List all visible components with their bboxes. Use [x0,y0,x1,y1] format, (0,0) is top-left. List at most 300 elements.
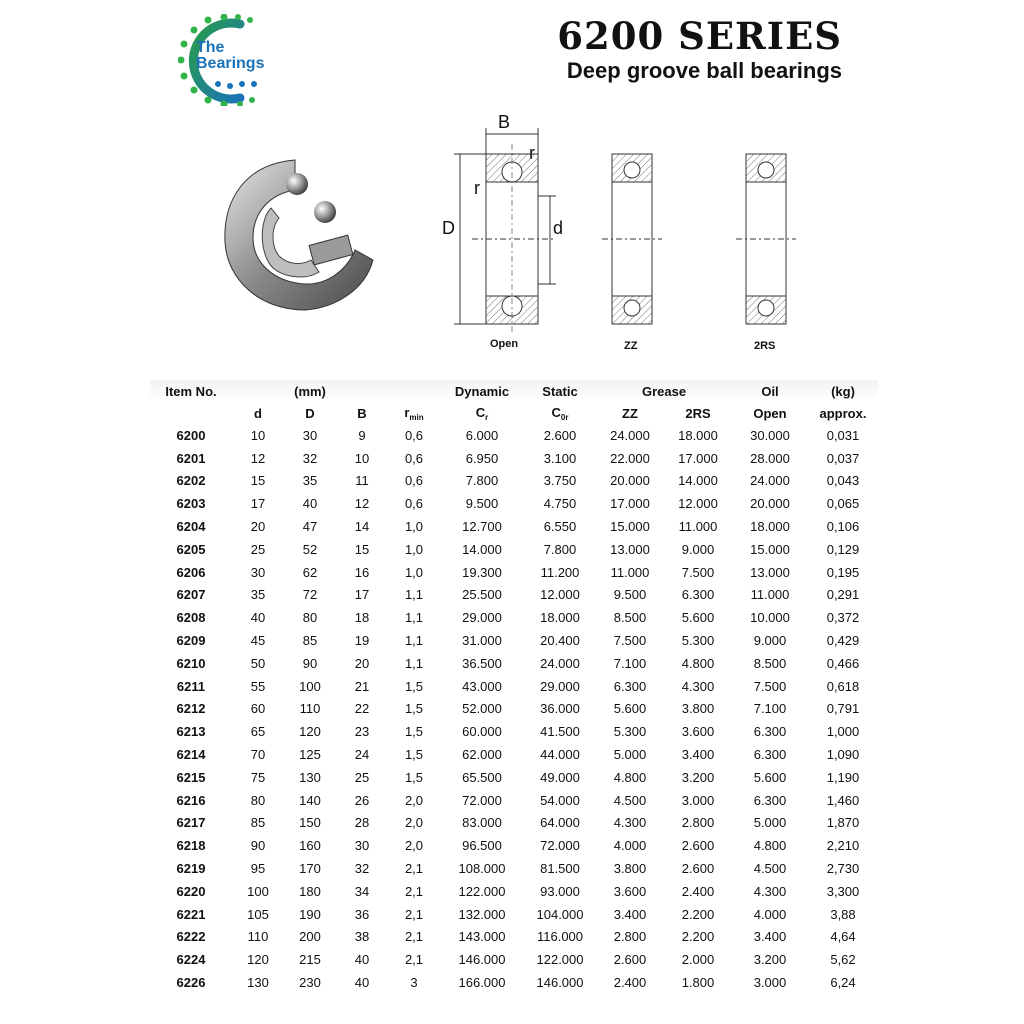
cell-D: 30 [302,427,318,443]
cell-B: 18 [354,610,370,626]
cell-grease-2rs: 1.800 [681,975,715,991]
cell-static-c0r: 18.000 [540,610,580,626]
cell-oil-open: 9.000 [753,633,787,649]
cell-weight: 1,870 [826,815,860,831]
cell-oil-open: 6.300 [753,747,787,763]
cell-r-min: 2,1 [404,952,424,968]
table-row [150,470,878,493]
cell-r-min: 2,1 [404,883,424,899]
header-blank [388,380,440,402]
brand-line-2: Bearings [196,55,265,72]
cell-dynamic-cr: 14.000 [462,541,502,557]
cell-oil-open: 4.500 [753,861,787,877]
cell-d: 55 [250,678,266,694]
cell-D: 230 [299,975,321,991]
cell-grease-2rs: 6.300 [681,587,715,603]
cell-dynamic-cr: 6.950 [465,450,499,466]
table-row [150,584,878,607]
cell-D: 90 [302,655,318,671]
cell-D: 190 [299,906,321,922]
cell-d: 17 [250,496,266,512]
cell-dynamic-cr: 96.500 [462,838,502,854]
cell-weight: 5,62 [830,952,856,968]
cell-r-min: 1,1 [404,633,424,649]
cell-grease-2rs: 2.200 [681,929,715,945]
cell-grease-zz: 4.500 [613,792,647,808]
cell-item-no: 6209 [176,633,206,649]
cell-r-min: 1,0 [404,564,424,580]
cell-grease-zz: 7.100 [613,655,647,671]
cell-r-min: 1,5 [404,701,424,717]
cell-grease-zz: 3.800 [613,861,647,877]
cell-dynamic-cr: 62.000 [462,747,502,763]
cell-D: 52 [302,541,318,557]
cell-item-no: 6226 [176,975,206,991]
cell-r-min: 0,6 [404,427,424,443]
cell-B: 40 [354,952,370,968]
subheader-r: r [404,404,410,420]
cell-static-c0r: 41.500 [540,724,580,740]
cell-oil-open: 20.000 [750,496,790,512]
cell-weight: 2,210 [826,838,860,854]
cell-grease-zz: 13.000 [610,541,650,557]
cell-r-min: 1,0 [404,541,424,557]
cell-static-c0r: 11.200 [540,564,580,580]
cell-dynamic-cr: 12.700 [462,519,502,535]
header-item-no: Item No. [150,380,232,402]
cell-D: 140 [299,792,321,808]
cell-B: 21 [354,678,370,694]
cell-static-c0r: 29.000 [540,678,580,694]
cell-item-no: 6220 [176,883,206,899]
cell-D: 125 [299,747,321,763]
cell-weight: 0,372 [826,610,860,626]
cell-grease-2rs: 3.200 [681,769,715,785]
cell-d: 130 [247,975,269,991]
cell-B: 26 [354,792,370,808]
table-row [150,834,878,857]
cell-weight: 0,618 [826,678,860,694]
cell-weight: 0,031 [826,427,860,443]
cell-grease-2rs: 2.200 [681,906,715,922]
dim-label-r-side: r [474,178,480,198]
cell-weight: 0,129 [826,541,860,557]
cell-grease-zz: 2.800 [613,929,647,945]
cell-weight: 0,466 [826,655,860,671]
cell-dynamic-cr: 19.300 [462,564,502,580]
cell-dynamic-cr: 43.000 [462,678,502,694]
cell-d: 15 [250,473,266,489]
table-row [150,629,878,652]
cell-r-min: 2,1 [404,906,424,922]
cell-dynamic-cr: 122.000 [458,883,506,899]
cell-weight: 0,291 [826,587,860,603]
cell-grease-2rs: 9.000 [681,541,715,557]
cell-static-c0r: 20.400 [540,633,580,649]
cell-d: 10 [250,427,266,443]
header-static: Static [524,380,596,402]
table-row [150,926,878,949]
cell-dynamic-cr: 132.000 [458,906,506,922]
cell-grease-2rs: 17.000 [678,450,718,466]
cell-grease-zz: 3.400 [613,906,647,922]
cell-oil-open: 3.400 [753,929,787,945]
cell-static-c0r: 116.000 [536,929,584,945]
cell-item-no: 6213 [176,724,206,740]
cell-oil-open: 7.100 [753,701,787,717]
table-row [150,424,878,447]
cell-dynamic-cr: 9.500 [465,496,499,512]
spec-table-body [150,424,878,994]
cell-D: 62 [302,564,318,580]
cell-oil-open: 10.000 [750,610,790,626]
subheader-2rs: 2RS [685,405,711,421]
cell-B: 40 [354,975,370,991]
cell-d: 120 [247,952,269,968]
subheader-c0r-sub: 0r [560,412,569,422]
cell-D: 100 [299,678,321,694]
cell-B: 16 [354,564,370,580]
cell-grease-zz: 4.800 [613,769,647,785]
cell-r-min: 0,6 [404,450,424,466]
cell-D: 180 [299,883,321,899]
cell-weight: 0,065 [826,496,860,512]
table-row [150,515,878,538]
cell-static-c0r: 93.000 [540,883,580,899]
dim-label-r-top: r [529,143,535,163]
cell-item-no: 6205 [176,541,206,557]
cell-B: 30 [354,838,370,854]
cell-dynamic-cr: 7.800 [465,473,499,489]
cell-grease-2rs: 3.000 [681,792,715,808]
table-row [150,971,878,994]
table-row [150,766,878,789]
cell-grease-2rs: 2.800 [681,815,715,831]
cell-static-c0r: 36.000 [540,701,580,717]
cell-B: 12 [354,496,370,512]
cell-static-c0r: 72.000 [540,838,580,854]
cell-static-c0r: 4.750 [543,496,577,512]
cell-D: 85 [302,633,318,649]
table-row [150,652,878,675]
cell-grease-2rs: 4.800 [681,655,715,671]
cell-static-c0r: 12.000 [540,587,580,603]
table-row [150,903,878,926]
cell-d: 40 [250,610,266,626]
cell-oil-open: 5.000 [753,815,787,831]
table-row [150,880,878,903]
cell-grease-2rs: 11.000 [678,519,718,535]
cell-dynamic-cr: 108.000 [458,861,506,877]
cell-r-min: 1,1 [404,587,424,603]
cell-weight: 0,106 [826,519,860,535]
table-row [150,698,878,721]
subheader-c0r-main: C [551,404,561,420]
cell-weight: 0,195 [826,564,860,580]
cell-r-min: 1,1 [404,610,424,626]
cell-d: 65 [250,724,266,740]
cell-d: 70 [250,747,266,763]
cell-D: 35 [302,473,318,489]
drawing-open [454,128,556,334]
cell-r-min: 1,1 [404,655,424,671]
cell-oil-open: 3.200 [753,952,787,968]
cell-static-c0r: 104.000 [536,906,584,922]
subheader-zz: ZZ [622,405,638,421]
cell-D: 130 [299,769,321,785]
bearing-drawings [432,108,812,358]
table-header-row-2 [150,402,878,424]
cell-grease-2rs: 2.400 [681,883,715,899]
header-dynamic: Dynamic [440,380,524,402]
cell-grease-zz: 3.600 [613,883,647,899]
cell-D: 40 [302,496,318,512]
table-row [150,789,878,812]
cell-weight: 1,190 [826,769,860,785]
table-row [150,948,878,971]
cell-dynamic-cr: 31.000 [462,633,502,649]
cell-dynamic-cr: 60.000 [462,724,502,740]
cell-item-no: 6216 [176,792,206,808]
cell-item-no: 6200 [176,427,206,443]
cell-B: 38 [354,929,370,945]
cell-weight: 0,429 [826,633,860,649]
cell-grease-zz: 5.600 [613,701,647,717]
cell-item-no: 6211 [176,678,206,694]
cell-static-c0r: 64.000 [540,815,580,831]
subheader-blank [150,402,232,424]
subheader-rmin [388,402,440,424]
cell-B: 19 [354,633,370,649]
bearing-cutaway-image [215,150,380,320]
cell-r-min: 1,5 [404,769,424,785]
cell-r-min: 2,0 [404,792,424,808]
cell-static-c0r: 6.550 [543,519,577,535]
cell-item-no: 6217 [176,815,206,831]
cell-oil-open: 8.500 [753,655,787,671]
subheader-D: D [305,405,315,421]
cell-grease-2rs: 5.600 [681,610,715,626]
cell-grease-zz: 22.000 [610,450,650,466]
cell-dynamic-cr: 166.000 [458,975,506,991]
brand-name [196,40,264,72]
cell-item-no: 6224 [176,952,206,968]
subheader-d: d [254,405,262,421]
cell-dynamic-cr: 83.000 [462,815,502,831]
subheader-open: Open [753,405,787,421]
cell-weight: 0,037 [826,450,860,466]
cell-oil-open: 15.000 [750,541,790,557]
cell-dynamic-cr: 65.500 [462,769,502,785]
table-row [150,675,878,698]
cell-item-no: 6206 [176,564,206,580]
cell-D: 160 [299,838,321,854]
brand-line-1: The [196,39,225,56]
table-row [150,812,878,835]
cell-r-min: 2,0 [404,815,424,831]
cell-B: 17 [354,587,370,603]
subheader-cr-sub: r [485,412,489,422]
cell-d: 75 [250,769,266,785]
drawing-2rs [736,154,796,324]
cell-d: 80 [250,792,266,808]
subheader-r-sub: min [409,412,424,422]
table-row [150,857,878,880]
cell-static-c0r: 2.600 [543,427,577,443]
cell-item-no: 6202 [176,473,206,489]
cell-item-no: 6201 [176,450,206,466]
cell-grease-zz: 17.000 [610,496,650,512]
subheader-approx: approx. [819,405,867,421]
cell-oil-open: 6.300 [753,724,787,740]
table-row [150,447,878,470]
cell-D: 32 [302,450,318,466]
cell-oil-open: 4.800 [753,838,787,854]
cell-d: 85 [250,815,266,831]
dim-label-D: D [442,218,455,238]
cell-static-c0r: 54.000 [540,792,580,808]
cell-static-c0r: 3.100 [543,450,577,466]
cell-D: 170 [299,861,321,877]
cell-d: 105 [247,906,269,922]
cell-B: 24 [354,747,370,763]
cell-r-min: 2,1 [404,861,424,877]
cell-d: 30 [250,564,266,580]
cell-grease-zz: 4.300 [613,815,647,831]
cell-grease-2rs: 18.000 [678,427,718,443]
cell-oil-open: 30.000 [750,427,790,443]
cell-B: 22 [354,701,370,717]
cell-D: 80 [302,610,318,626]
cell-static-c0r: 3.750 [543,473,577,489]
cell-D: 200 [299,929,321,945]
cell-oil-open: 5.600 [753,769,787,785]
cell-grease-zz: 2.400 [613,975,647,991]
cell-B: 9 [358,427,366,443]
cell-r-min: 1,5 [404,747,424,763]
cell-item-no: 6222 [176,929,206,945]
cell-dynamic-cr: 25.500 [462,587,502,603]
cell-B: 36 [354,906,370,922]
cell-D: 150 [299,815,321,831]
cell-static-c0r: 44.000 [540,747,580,763]
cell-dynamic-cr: 72.000 [462,792,502,808]
table-row [150,606,878,629]
cell-r-min: 2,0 [404,838,424,854]
cell-grease-2rs: 2.600 [681,861,715,877]
cell-d: 25 [250,541,266,557]
cell-oil-open: 24.000 [750,473,790,489]
cell-dynamic-cr: 29.000 [462,610,502,626]
cell-r-min: 0,6 [404,496,424,512]
table-row [150,538,878,561]
cell-D: 72 [302,587,318,603]
cell-weight: 6,24 [830,975,856,991]
cell-r-min: 3 [410,975,418,991]
cell-r-min: 2,1 [404,929,424,945]
cell-grease-2rs: 5.300 [681,633,715,649]
cell-grease-2rs: 7.500 [681,564,715,580]
cell-item-no: 6221 [176,906,206,922]
cell-oil-open: 3.000 [753,975,787,991]
header-oil: Oil [732,380,808,402]
cell-r-min: 1,5 [404,724,424,740]
cell-B: 14 [354,519,370,535]
cell-d: 45 [250,633,266,649]
cell-dynamic-cr: 143.000 [458,929,506,945]
header-kg: (kg) [808,380,878,402]
cell-grease-2rs: 2.000 [681,952,715,968]
cell-d: 60 [250,701,266,717]
cell-D: 110 [299,701,321,717]
page-subtitle: Deep groove ball bearings [566,58,842,83]
cell-weight: 4,64 [830,929,856,945]
cell-r-min: 1,5 [404,678,424,694]
cell-B: 11 [355,473,369,489]
subheader-B: B [357,405,367,421]
cell-item-no: 6203 [176,496,206,512]
cell-B: 10 [354,450,370,466]
cell-dynamic-cr: 52.000 [462,701,502,717]
subheader-cr [440,402,524,424]
cell-D: 215 [299,952,321,968]
table-row [150,720,878,743]
cell-item-no: 6207 [176,587,206,603]
cell-oil-open: 7.500 [753,678,787,694]
cell-B: 32 [354,861,370,877]
cell-dynamic-cr: 36.500 [462,655,502,671]
cell-d: 20 [250,519,266,535]
cell-r-min: 0,6 [404,473,424,489]
cell-item-no: 6215 [176,769,206,785]
cell-B: 25 [354,769,370,785]
cell-item-no: 6214 [176,747,206,763]
table-row [150,743,878,766]
cell-oil-open: 13.000 [750,564,790,580]
cell-grease-2rs: 12.000 [678,496,718,512]
cell-d: 100 [247,883,269,899]
cell-grease-zz: 8.500 [613,610,647,626]
cell-static-c0r: 7.800 [543,541,577,557]
cell-grease-zz: 15.000 [610,519,650,535]
cell-grease-zz: 2.600 [613,952,647,968]
cell-D: 120 [299,724,321,740]
cell-d: 50 [250,655,266,671]
page-title: 6200 SERIES [557,14,842,58]
cell-B: 28 [354,815,370,831]
cell-item-no: 6210 [176,655,206,671]
cell-B: 15 [354,541,370,557]
cell-weight: 0,043 [826,473,860,489]
cell-static-c0r: 49.000 [540,769,580,785]
cell-static-c0r: 146.000 [536,975,584,991]
cell-B: 34 [354,883,370,899]
cell-weight: 1,090 [826,747,860,763]
cell-dynamic-cr: 6.000 [465,427,499,443]
cell-grease-zz: 11.000 [610,564,650,580]
cell-grease-2rs: 3.400 [681,747,715,763]
cell-d: 90 [250,838,266,854]
cell-d: 35 [250,587,266,603]
table-row [150,561,878,584]
drawing-zz [602,154,662,324]
cell-oil-open: 11.000 [750,587,790,603]
table-row [150,492,878,515]
cell-static-c0r: 81.500 [540,861,580,877]
spec-table [150,380,878,994]
drawing-caption-open: Open [490,338,519,350]
cell-item-no: 6212 [176,701,206,717]
